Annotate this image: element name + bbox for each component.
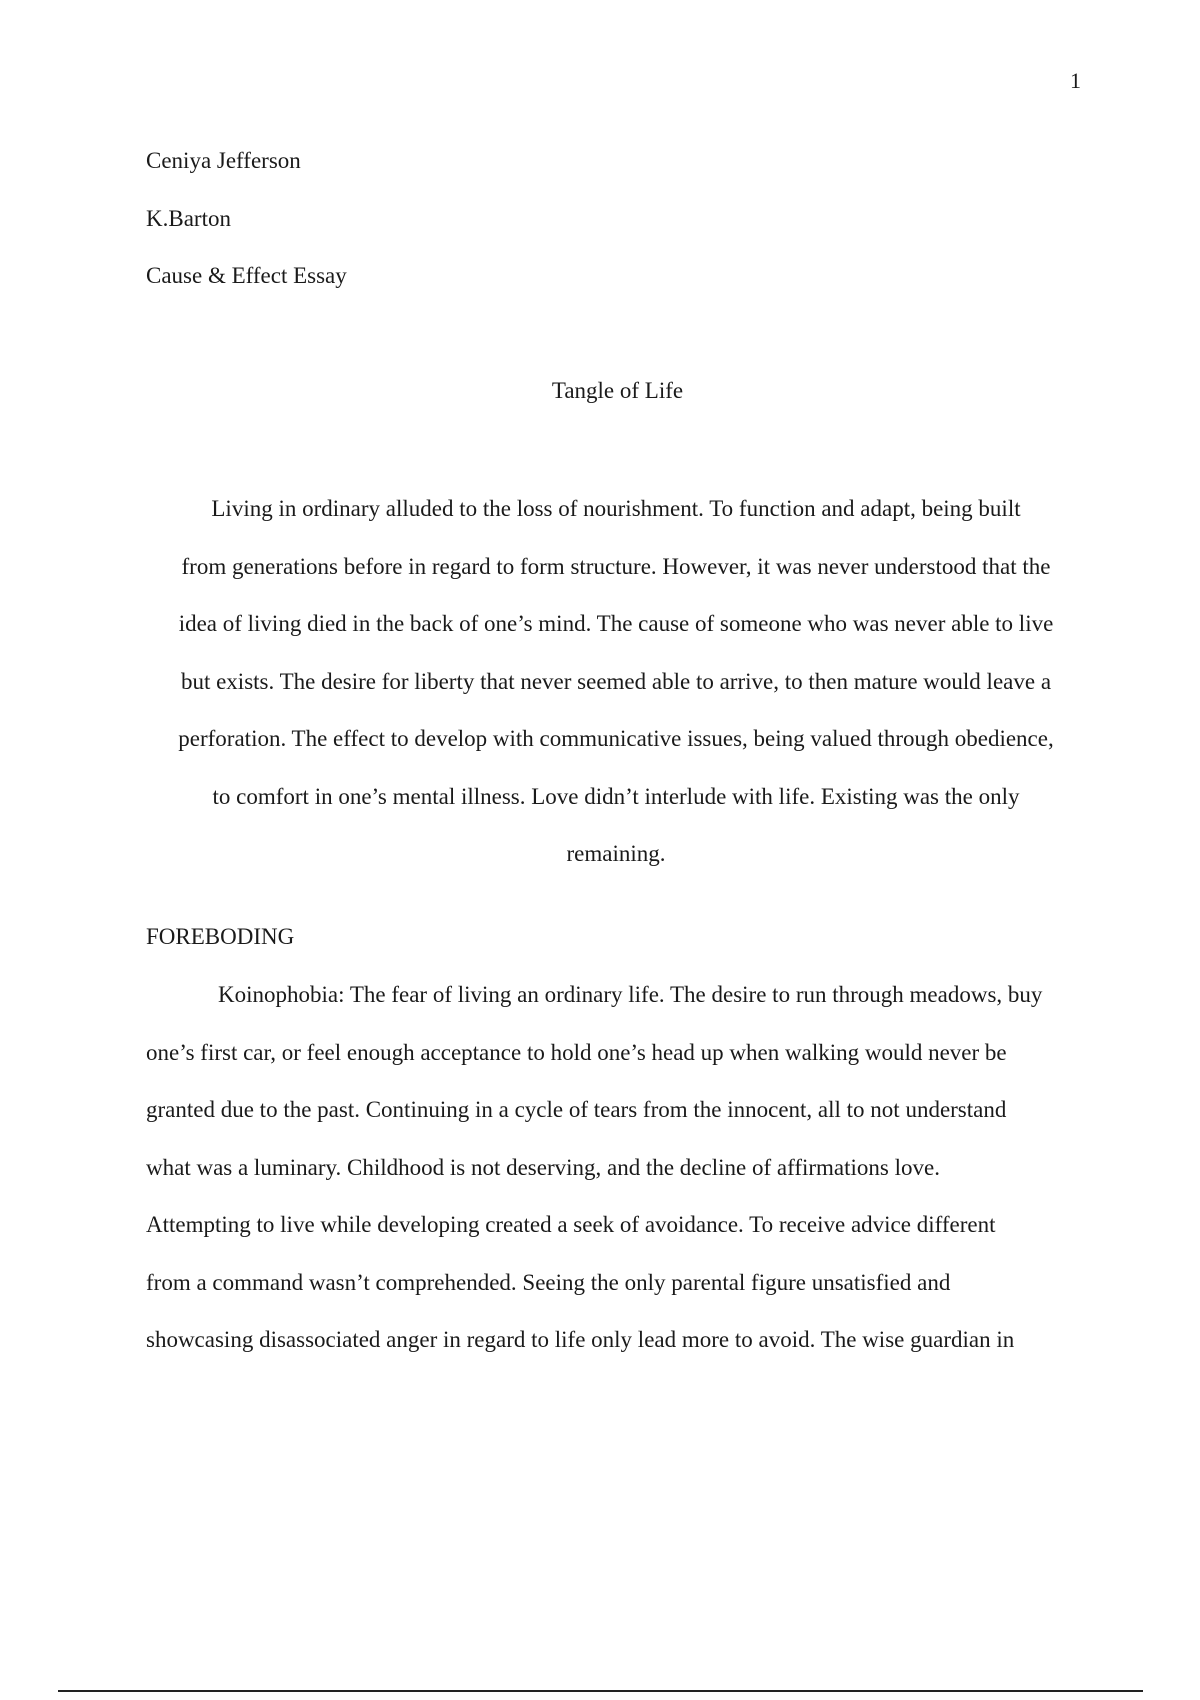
intro-line: remaining.	[566, 841, 666, 866]
body-paragraph	[146, 979, 1106, 1382]
body-line: Koinophobia: The fear of living an ordinary life. The desire to run through meadows, buy	[218, 982, 1043, 1007]
intro-line: from generations before in regard to form structure. However, it was never understood that the	[181, 553, 1051, 579]
intro-line: Living in ordinary alluded to the loss of nourishment. To function and adapt, being built	[211, 496, 1021, 521]
essay-title: Tangle of Life	[551, 378, 684, 403]
page-bottom-rule	[58, 1690, 1143, 1692]
body-line: showcasing disassociated anger in regard to life only lead more to avoid. The wise guardian in	[146, 1327, 1015, 1352]
assignment-name: Cause & Effect Essay	[146, 263, 347, 288]
body-line: from a command wasn’t comprehended. Seeing the only parental figure unsatisfied and	[146, 1269, 951, 1295]
body-line: one’s first car, or feel enough acceptance to hold one’s head up when walking would never be	[146, 1039, 1007, 1065]
intro-line: to comfort in one’s mental illness. Love didn’t interlude with life. Existing was the only	[212, 783, 1020, 809]
body-line: what was a luminary. Childhood is not deserving, and the decline of affirmations love.	[146, 1154, 940, 1180]
essay-header	[146, 145, 347, 318]
body-line: granted due to the past. Continuing in a cycle of tears from the innocent, all to not understand	[146, 1097, 1007, 1122]
intro-line: perforation. The effect to develop with communicative issues, being valued through obedience,	[178, 726, 1054, 751]
body-line: Attempting to live while developing created a seek of avoidance. To receive advice different	[146, 1212, 996, 1237]
section-heading: FOREBODING	[146, 924, 295, 949]
author-name: Ceniya Jefferson	[146, 148, 301, 173]
intro-paragraph	[146, 493, 1086, 896]
instructor-name: K.Barton	[146, 205, 231, 231]
intro-line: but exists. The desire for liberty that never seemed able to arrive, to then mature would leave a	[180, 668, 1052, 694]
intro-line: idea of living died in the back of one’s mind. The cause of someone who was never able to live	[178, 611, 1054, 636]
page-number: 1	[1070, 68, 1081, 93]
